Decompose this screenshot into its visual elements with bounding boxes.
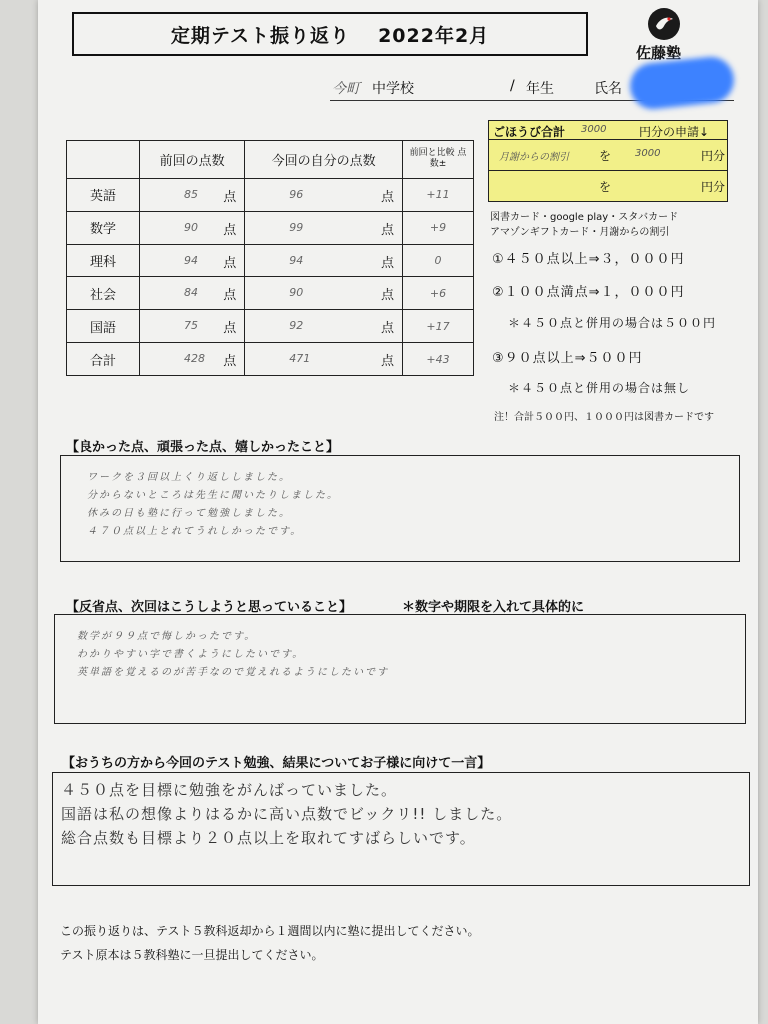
reward-total-amount: 3000 — [581, 124, 607, 135]
table-row — [67, 178, 474, 211]
year-label: 年生 — [526, 81, 554, 97]
table-row — [67, 244, 474, 277]
previous-score-cell — [140, 178, 245, 211]
reward-rule-3-note: ＊４５０点と併用の場合は無し — [508, 381, 691, 395]
diff-cell: 0 — [403, 244, 474, 277]
unit-label: 点 — [223, 288, 237, 304]
unit-label: 点 — [380, 222, 394, 238]
previous-score: 428 — [184, 352, 205, 366]
table-corner — [67, 141, 140, 179]
current-score-cell — [245, 211, 403, 244]
current-score: 471 — [289, 352, 311, 366]
reward-footnote: 注！合計５００円、１０００円は図書カードです — [494, 412, 714, 423]
current-score-cell — [245, 244, 403, 277]
name-label: 氏名 — [594, 81, 622, 97]
good-points-line: ４７０点以上とれてうれしかったです。 — [87, 526, 303, 537]
current-score-cell — [245, 277, 403, 310]
title-box — [72, 12, 588, 56]
reflection-title: 【反省点、次回はこうしようと思っていること】 — [66, 600, 353, 615]
reward-rule-1: ①４５０点以上⇒３，０００円 — [492, 252, 685, 267]
diff-cell: +17 — [403, 310, 474, 343]
school-logo-text: 佐藤塾 — [636, 44, 682, 62]
current-score-cell — [245, 343, 403, 376]
parent-comment-title: 【おうちの方から今回のテスト勉強、結果についてお子様に向けて一言】 — [62, 756, 491, 771]
unit-label: 点 — [380, 288, 394, 304]
header-previous: 前回の点数 — [140, 141, 245, 179]
previous-score: 94 — [184, 253, 198, 267]
reward-rule-2-note: ＊４５０点と併用の場合は５００円 — [508, 316, 717, 330]
reward-wo-label-2: を — [599, 180, 612, 194]
reward-box — [488, 120, 728, 202]
table-row — [67, 310, 474, 343]
previous-score: 75 — [184, 319, 198, 333]
reward-empty-row — [489, 171, 727, 201]
diff-cell: +9 — [403, 211, 474, 244]
good-points-line: 休みの日も塾に行って勉強しました。 — [87, 508, 291, 519]
footer-line-1: この振り返りは、テスト５教科返却から１週間以内に塾に提出してください。 — [60, 924, 480, 938]
unit-label: 点 — [223, 222, 237, 238]
reward-discount-row — [489, 140, 727, 171]
page-date: 2022年2月 — [378, 24, 490, 47]
unit-label: 点 — [380, 255, 394, 271]
previous-score-cell — [140, 211, 245, 244]
subject-cell: 合計 — [67, 343, 140, 376]
reflection-line: 数学が９９点で悔しかったです。 — [77, 631, 257, 642]
parent-comment-line: ４５０点を目標に勉強をがんばっていました。 — [61, 781, 398, 799]
current-score-cell — [245, 310, 403, 343]
previous-score-cell — [140, 343, 245, 376]
parent-comment-box — [52, 772, 750, 886]
unit-label: 点 — [380, 321, 394, 337]
reward-total-row — [489, 121, 727, 140]
unit-label: 点 — [380, 354, 394, 370]
reflection-box — [54, 614, 746, 724]
good-points-box — [60, 455, 740, 562]
table-row — [67, 343, 474, 376]
page-title: 定期テスト振り返り — [170, 24, 351, 47]
unit-label: 点 — [223, 354, 237, 370]
reward-total-label: ごほうび合計 — [493, 125, 566, 139]
reward-discount-suffix: 円分 — [701, 149, 726, 163]
reward-types-line2: アマゾンギフトカード・月謝からの割引 — [490, 227, 670, 238]
bird-icon — [648, 8, 680, 40]
current-score: 92 — [289, 319, 304, 333]
previous-score: 84 — [184, 286, 198, 300]
unit-label: 点 — [223, 321, 237, 337]
subject-cell: 英語 — [67, 178, 140, 211]
reward-rule-3: ③９０点以上⇒５００円 — [492, 351, 643, 366]
parent-comment-line: 総合点数も目標より２０点以上を取れてすばらしいです。 — [61, 829, 476, 847]
previous-score-cell — [140, 244, 245, 277]
reflection-line: わかりやすい字で書くようにしたいです。 — [77, 649, 305, 660]
current-score-cell — [245, 178, 403, 211]
reflection-subtitle: ＊数字や期限を入れて具体的に — [402, 600, 585, 615]
reward-rule-2: ②１００点満点⇒１，０００円 — [492, 285, 685, 300]
good-points-line: ワークを３回以上くり返ししました。 — [87, 472, 291, 483]
header-diff: 前回と比較 点数± — [403, 141, 474, 179]
school-label: 中学校 — [372, 81, 414, 97]
good-points-line: 分からないところは先生に聞いたりしました。 — [87, 490, 339, 501]
grade-slash: / — [510, 78, 515, 94]
current-score: 99 — [289, 220, 304, 234]
reward-wo-label: を — [599, 149, 612, 163]
reward-discount-amount: 3000 — [635, 148, 661, 159]
diff-cell: +6 — [403, 277, 474, 310]
diff-cell: +11 — [403, 178, 474, 211]
table-row — [67, 211, 474, 244]
previous-score: 90 — [184, 220, 198, 234]
reward-total-suffix: 円分の申請↓ — [639, 125, 710, 139]
subject-cell: 国語 — [67, 310, 140, 343]
previous-score-cell — [140, 277, 245, 310]
footer-line-2: テスト原本は５教科塾に一旦提出してください。 — [60, 948, 324, 962]
town-name: 今町 — [332, 81, 360, 97]
subject-cell: 理科 — [67, 244, 140, 277]
unit-label: 点 — [223, 189, 237, 205]
good-points-title: 【良かった点、頑張った点、嬉しかったこと】 — [66, 440, 340, 455]
unit-label: 点 — [380, 189, 394, 205]
diff-cell: +43 — [403, 343, 474, 376]
parent-comment-line: 国語は私の想像よりはるかに高い点数でビックリ!! しました。 — [61, 805, 513, 823]
previous-score-cell — [140, 310, 245, 343]
reward-empty-suffix: 円分 — [701, 180, 726, 194]
subject-cell: 数学 — [67, 211, 140, 244]
current-score: 90 — [289, 286, 304, 300]
reflection-line: 英単語を覚えるのが苦手なので覚えれるようにしたいです — [77, 667, 389, 678]
table-row — [67, 277, 474, 310]
current-score: 96 — [289, 187, 304, 201]
score-table — [66, 140, 474, 376]
reward-types-line1: 図書カード・google play・スタバカード — [490, 212, 679, 223]
reward-discount-type: 月謝からの割引 — [499, 152, 569, 163]
current-score: 94 — [289, 253, 304, 267]
header-current: 今回の自分の点数 — [245, 141, 403, 179]
unit-label: 点 — [223, 255, 237, 271]
subject-cell: 社会 — [67, 277, 140, 310]
previous-score: 85 — [184, 187, 198, 201]
